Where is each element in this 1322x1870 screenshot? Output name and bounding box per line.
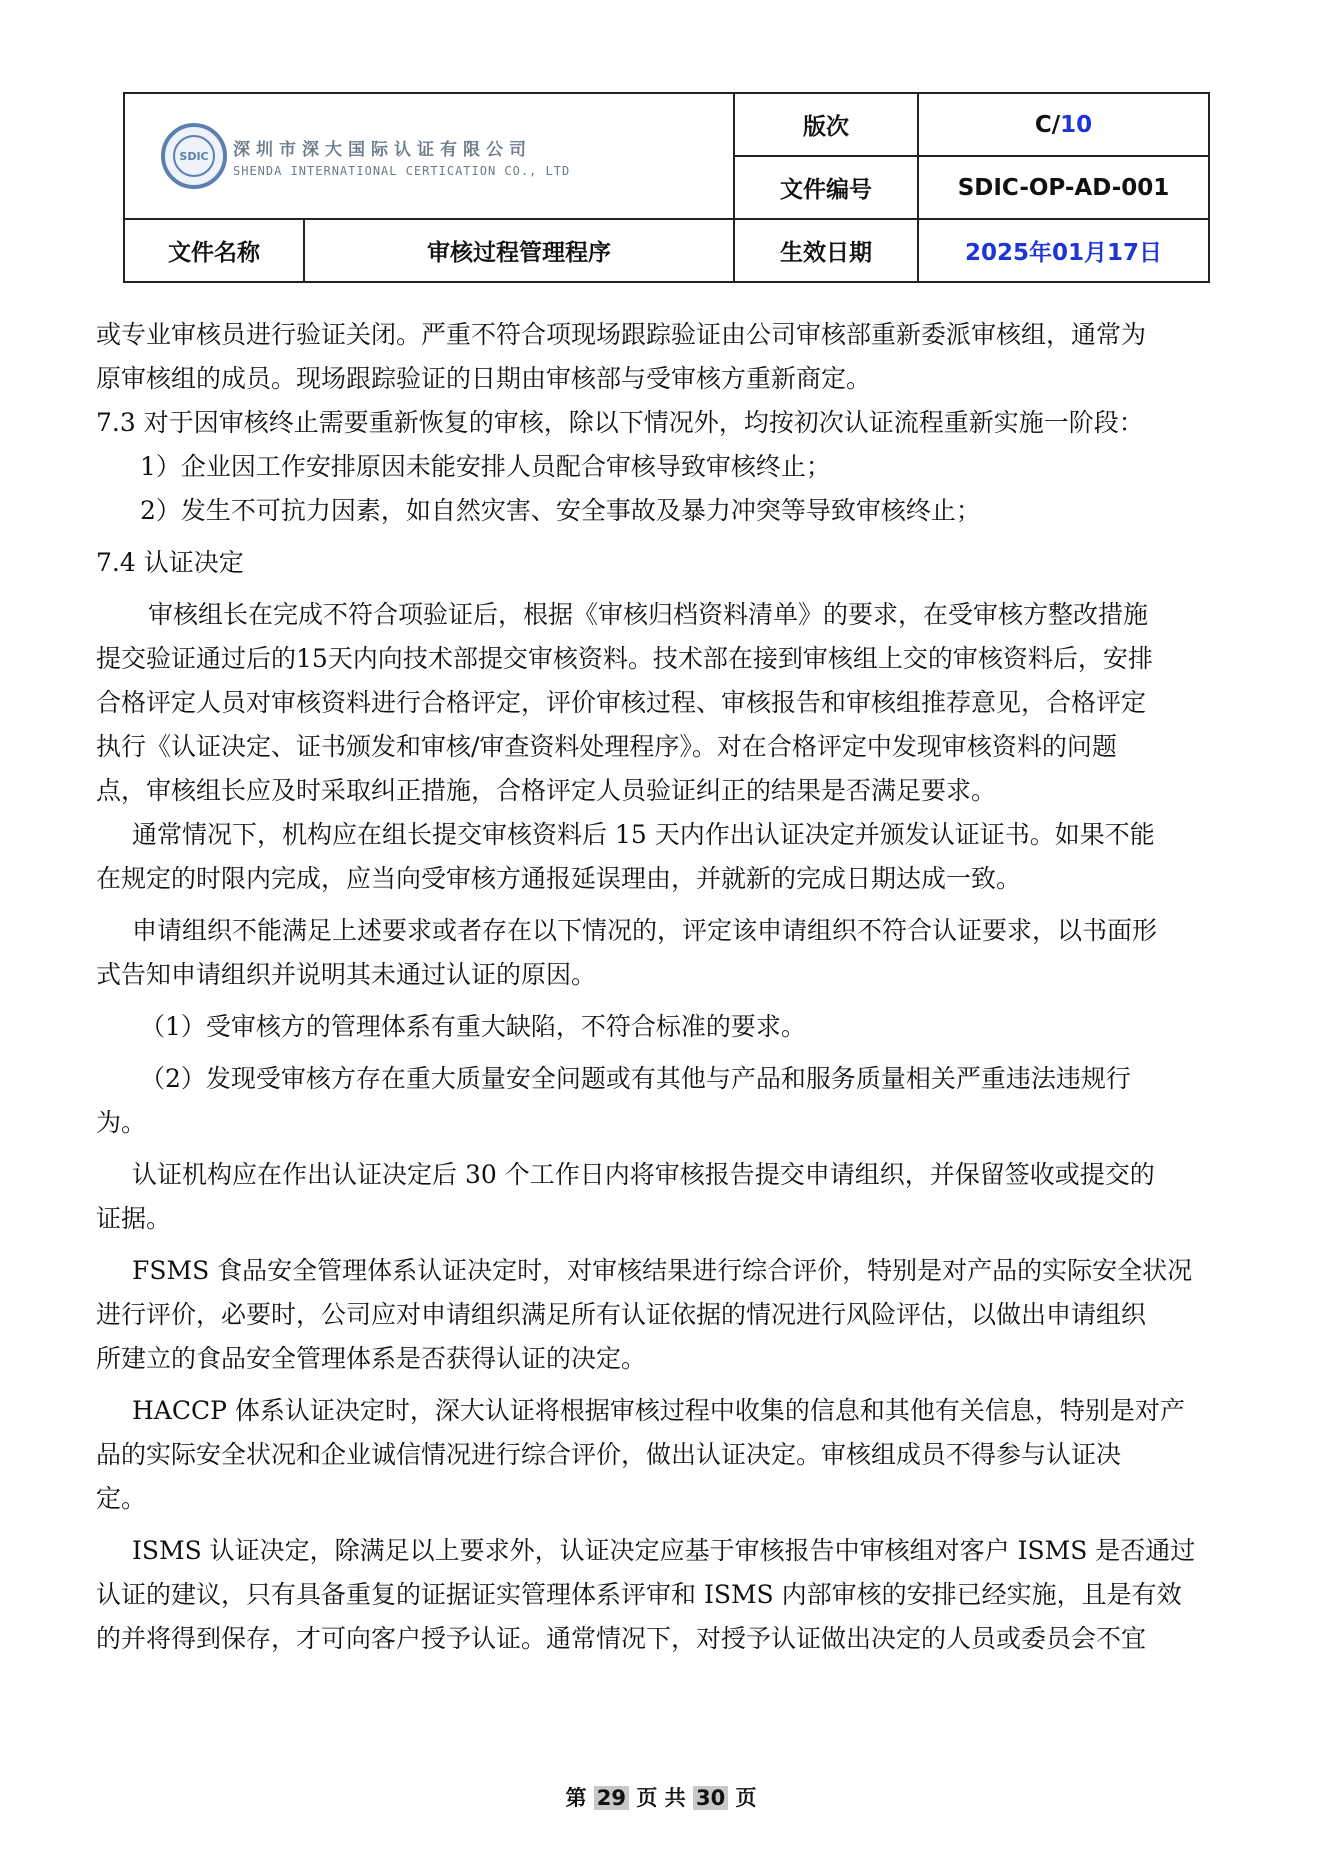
sdic-logo-icon: SDIC: [161, 123, 227, 189]
paragraph: 认证的建议，只有具备重复的证据证实管理体系评审和 ISMS 内部审核的安排已经实施，且是有效: [96, 1580, 1182, 1609]
list-item: 2）发生不可抗力因素，如自然灾害、安全事故及暴力冲突等导致审核终止；: [140, 496, 981, 525]
paragraph: 申请组织不能满足上述要求或者存在以下情况的，评定该申请组织不符合认证要求，以书面形: [132, 916, 1158, 945]
paragraph: 品的实际安全状况和企业诚信情况进行综合评价，做出认证决定。审核组成员不得参与认证决: [96, 1440, 1122, 1469]
paragraph: FSMS 食品安全管理体系认证决定时，对审核结果进行综合评价，特别是对产品的实际安全状况: [132, 1256, 1193, 1285]
paragraph: 式告知申请组织并说明其未通过认证的原因。: [96, 960, 597, 989]
paragraph: 进行评价，必要时，公司应对申请组织满足所有认证依据的情况进行风险评估，以做出申请组织: [96, 1300, 1147, 1329]
section-heading: 7.3 对于因审核终止需要重新恢复的审核，除以下情况外，均按初次认证流程重新实施一阶段：: [96, 408, 1144, 437]
paragraph: 合格评定人员对审核资料进行合格评定，评价审核过程、审核报告和审核组推荐意见，合格评定: [96, 688, 1147, 717]
paragraph: 或专业审核员进行验证关闭。严重不符合项现场跟踪验证由公司审核部重新委派审核组，通常为: [96, 320, 1147, 349]
paragraph: ISMS 认证决定，除满足以上要求外，认证决定应基于审核报告中审核组对客户 ISMS 是否通过: [132, 1536, 1196, 1565]
paragraph: 为。: [96, 1108, 147, 1137]
doc-number-label: 文件编号: [734, 156, 918, 219]
doc-name-value: 审核过程管理程序: [304, 219, 734, 282]
company-name-en: SHENDA INTERNATIONAL CERTICATION CO., LTD: [233, 163, 571, 178]
paragraph: 所建立的食品安全管理体系是否获得认证的决定。: [96, 1344, 647, 1373]
paragraph: 审核组长在完成不符合项验证后，根据《审核归档资料清单》的要求，在受审核方整改措施: [148, 600, 1149, 629]
paragraph: 执行《认证决定、证书颁发和审核/审查资料处理程序》。对在合格评定中发现审核资料的问题: [96, 732, 1117, 761]
doc-name-label: 文件名称: [124, 219, 304, 282]
list-item: （2）发现受审核方存在重大质量安全问题或有其他与产品和服务质量相关严重违法违规行: [140, 1064, 1131, 1093]
paragraph: 原审核组的成员。现场跟踪验证的日期由审核部与受审核方重新商定。: [96, 364, 872, 393]
company-logo-cell: [124, 93, 734, 219]
paragraph: 的并将得到保存，才可向客户授予认证。通常情况下，对授予认证做出决定的人员或委员会不宜: [96, 1624, 1147, 1653]
paragraph: HACCP 体系认证决定时，深大认证将根据审核过程中收集的信息和其他有关信息，特别是对产: [132, 1396, 1185, 1425]
paragraph: 认证机构应在作出认证决定后 30 个工作日内将审核报告提交申请组织，并保留签收或提交的: [132, 1160, 1155, 1189]
company-name-cn: 深圳市深大国际认证有限公司: [233, 139, 532, 160]
page-total: 30: [693, 1786, 728, 1810]
document-header-table: [123, 92, 1210, 283]
version-label: 版次: [734, 93, 918, 156]
paragraph: 定。: [96, 1484, 147, 1513]
paragraph: 通常情况下，机构应在组长提交审核资料后 15 天内作出认证决定并颁发认证证书。如果不能: [132, 820, 1155, 849]
effective-date-label: 生效日期: [734, 219, 918, 282]
paragraph: 在规定的时限内完成，应当向受审核方通报延误理由，并就新的完成日期达成一致。: [96, 864, 1022, 893]
list-item: 1）企业因工作安排原因未能安排人员配合审核导致审核终止；: [140, 452, 831, 481]
list-item: （1）受审核方的管理体系有重大缺陷，不符合标准的要求。: [140, 1012, 806, 1041]
page-footer: 第 29 页 共 30 页: [565, 1786, 757, 1810]
document-body: [96, 313, 1246, 1661]
paragraph: 点，审核组长应及时采取纠正措施，合格评定人员验证纠正的结果是否满足要求。: [96, 776, 997, 805]
section-heading: 7.4 认证决定: [96, 548, 244, 577]
paragraph: 提交验证通过后的15天内向技术部提交审核资料。技术部在接到审核组上交的审核资料后，安排: [96, 644, 1153, 673]
version-value: C/10: [918, 93, 1209, 156]
effective-date-value: 2025年01月17日: [918, 219, 1209, 282]
page-number: 29: [594, 1786, 629, 1810]
paragraph: 证据。: [96, 1204, 172, 1233]
doc-number-value: SDIC-OP-AD-001: [918, 156, 1209, 219]
